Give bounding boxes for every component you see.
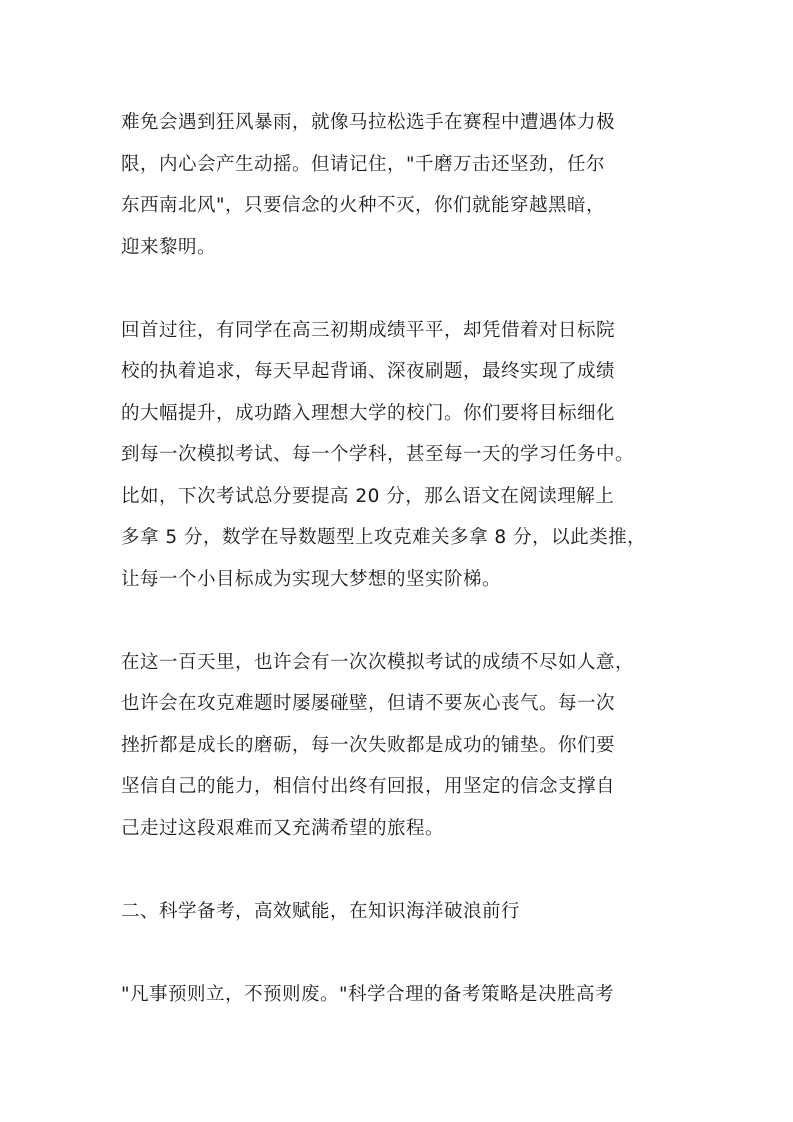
section-heading [121,891,696,933]
text-line: 在这一百天里，也许会有一次次模拟考试的成绩不尽如人意， [121,651,635,673]
text-line: 挫折都是成长的磨砺，每一次失败都是成功的铺垫。你们要 [121,734,616,756]
heading-line: 二、科学备考，高效赋能，在知识海洋破浪前行 [121,900,521,922]
text-line: 东西南北风"，只要信念的火种不灭，你们就能穿越黑暗， [121,195,606,216]
text-line: 让每一个小目标成为实现大梦想的坚实阶梯。 [121,568,502,590]
text-line: 的大幅提升，成功踏入理想大学的校门。你们要将目标细化 [121,402,616,424]
text-line: 难免会遇到狂风暴雨，就像马拉松选手在赛程中遭遇体力极 [121,112,616,133]
text-line: "凡事预则立，不预则废。"科学合理的备考策略是决胜高考 [121,983,615,1005]
text-line: 比如，下次考试总分要提高 20 分，那么语文在阅读理解上 [121,485,615,507]
text-line: 到每一次模拟考试、每一个学科，甚至每一天的学习任务中。 [121,444,635,465]
text-line: 坚信自己的能力，相信付出终有回报，用坚定的信念支撑自 [121,776,616,797]
text-line: 多拿 5 分，数学在导数题型上攻克难关多拿 8 分，以此类推， [121,527,647,548]
text-line: 限，内心会产生动摇。但请记住，"千磨万击还坚劲，任尔 [121,153,606,175]
text-line: 己走过这段艰难而又充满希望的旅程。 [121,817,445,839]
paragraph-3 [121,642,696,850]
text-line: 迎来黎明。 [121,236,217,258]
paragraph-1 [121,102,696,268]
document-body [121,102,696,1057]
text-line: 校的执着追求，每天早起背诵、深夜刷题，最终实现了成绩 [121,361,616,382]
text-line: 回首过往，有同学在高三初期成绩平平，却凭借着对日标院 [121,319,616,341]
paragraph-4 [121,974,696,1016]
paragraph-2 [121,310,696,601]
text-line: 也许会在攻克难题时屡屡碰壁，但请不要灰心丧气。每一次 [121,693,616,714]
